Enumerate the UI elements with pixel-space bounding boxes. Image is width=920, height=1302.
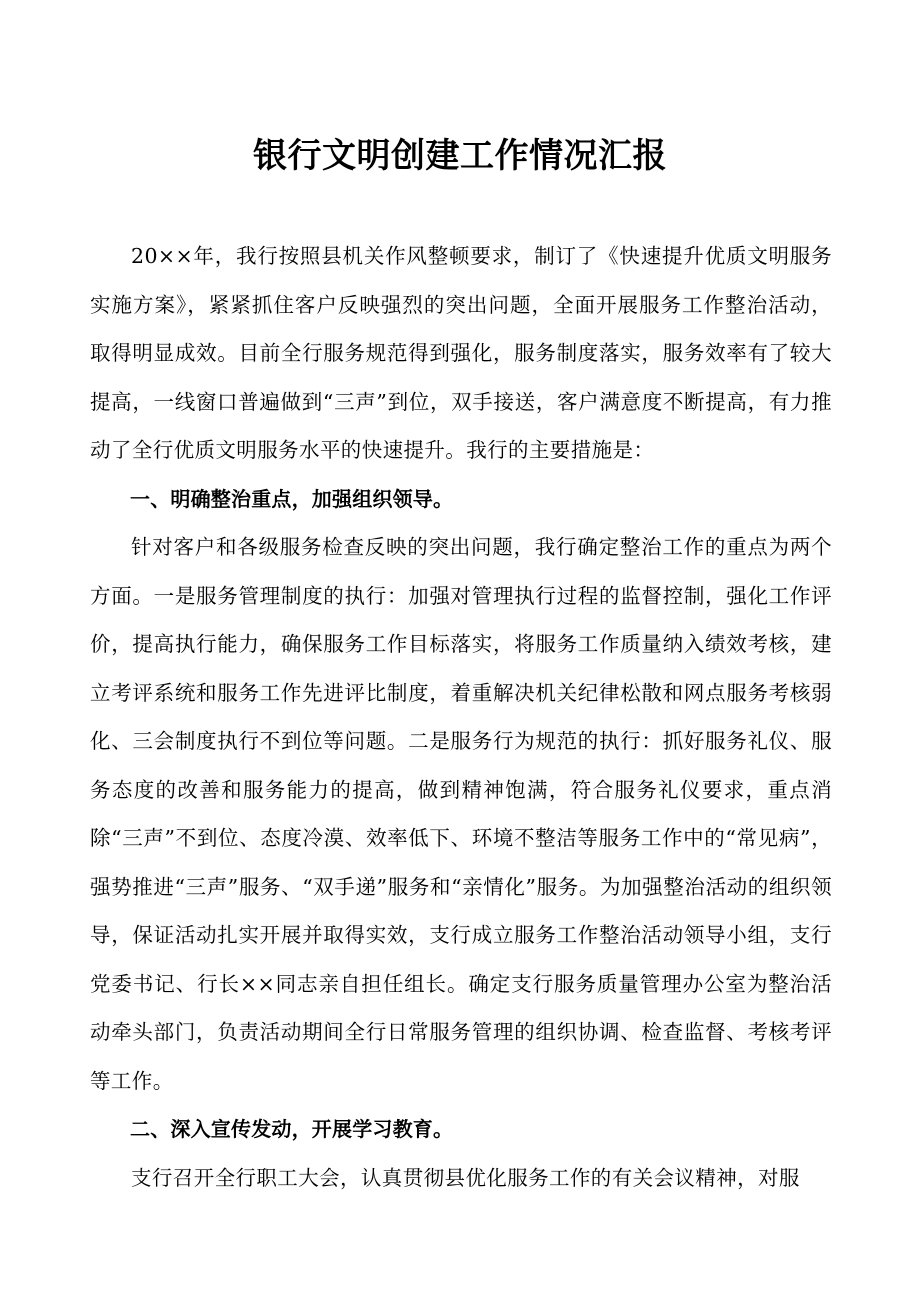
section-paragraph-2: 支行召开全行职工大会，认真贯彻县优化服务工作的有关会议精神，对服: [131, 1165, 800, 1190]
document-body: [90, 232, 832, 1202]
section-heading-2: 二、深入宣传发动，开展学习教育。: [130, 1117, 454, 1141]
intro-paragraph: 20××年，我行按照县机关作风整顿要求，制订了《快速提升优质文明服务实施方案》，紧紧抓住客户反映强烈的突出问题，全面开展服务工作整治活动，取得明显成效。目前全行服务规范得到强化，服务制度落实，服务效率有了较大提高，一线窗口普遍做到“三声”到位，双手接送，客户满意度不断提高，有力推动了全行优质文明服务水平的快速提升。我行的主要措施是：: [90, 244, 832, 462]
document-title: 银行文明创建工作情况汇报: [253, 136, 667, 176]
section-paragraph-1: 针对客户和各级服务检查反映的突出问题，我行确定整治工作的重点为两个方面。一是服务管理制度的执行：加强对管理执行过程的监督控制，强化工作评价，提高执行能力，确保服务工作目标落实，将服务工作质量纳入绩效考核，建立考评系统和服务工作先进评比制度，着重解决机关纪律松散和网点服务考核弱化、三会制度执行不到位等问题。二是服务行为规范的执行：抓好服务礼仪、服务态度的改善和服务能力的提高，做到精神饱满，符合服务礼仪要求，重点消除“三声”不到位、态度冷漠、效率低下、环境不整洁等服务工作中的“常见病”，强势推进“三声”服务、“双手递”服务和“亲情化”服务。为加强整治活动的组织领导，保证活动扎实开展并取得实效，支行成立服务工作整治活动领导小组，支行党委书记、行长××同志亲自担任组长。确定支行服务质量管理办公室为整治活动牵头部门，负责活动期间全行日常服务管理的组织协调、检查监督、考核考评等工作。: [90, 535, 832, 1093]
section-heading-1: 一、明确整治重点，加强组织领导。: [130, 486, 454, 511]
